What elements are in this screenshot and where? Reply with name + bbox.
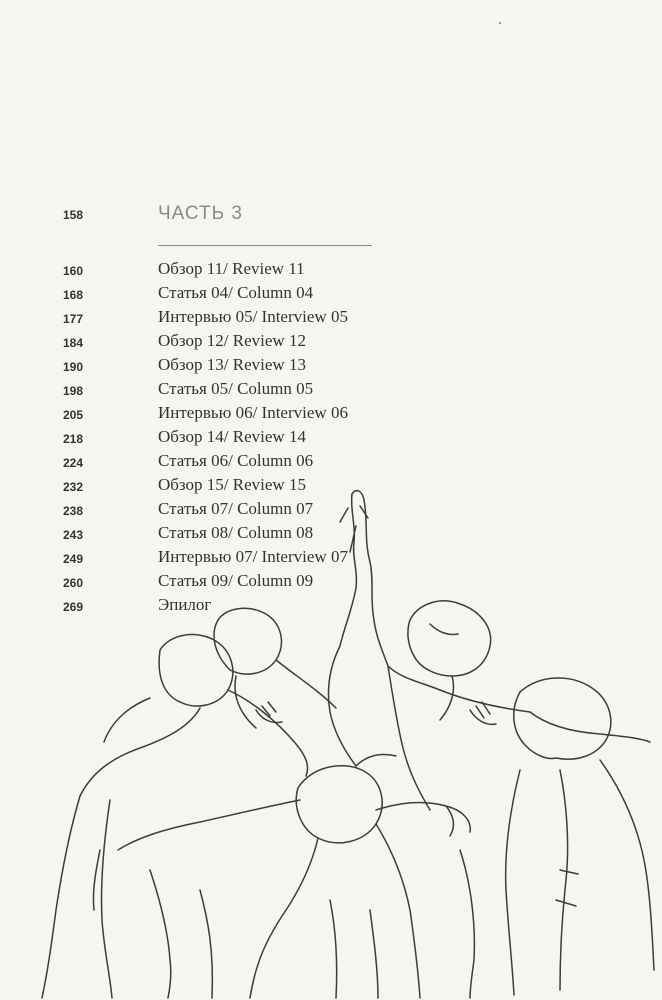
toc-entry[interactable] [0, 474, 662, 498]
toc-entry[interactable] [0, 450, 662, 474]
toc-page-number: 184 [63, 336, 84, 350]
toc-entry[interactable] [0, 498, 662, 522]
toc-page-number: 218 [63, 432, 84, 446]
toc-page-number: 205 [63, 408, 84, 422]
toc-page-number: 160 [63, 264, 84, 278]
toc-entry[interactable] [0, 570, 662, 594]
toc-entry-title: Статья 05/ Column 05 [158, 379, 314, 398]
toc-entry-title: Интервью 06/ Interview 06 [158, 403, 348, 422]
toc-page-number: 190 [63, 360, 84, 374]
toc-entry[interactable] [0, 330, 662, 354]
toc-page-number: 198 [63, 384, 84, 398]
toc-page-number: 168 [63, 288, 84, 302]
toc-entry[interactable] [0, 354, 662, 378]
part-heading-row [0, 203, 662, 231]
toc-page-number: 269 [63, 600, 84, 614]
toc-entry-title: Статья 09/ Column 09 [158, 571, 314, 590]
toc-page-number: 249 [63, 552, 84, 566]
toc-entry[interactable] [0, 258, 662, 282]
toc-entry-title: Статья 06/ Column 06 [158, 451, 314, 470]
toc-entry-title: Статья 07/ Column 07 [158, 499, 314, 518]
toc-entry-title: Обзор 15/ Review 15 [158, 475, 306, 494]
toc-page-number: 260 [63, 576, 84, 590]
toc-entry[interactable] [0, 282, 662, 306]
toc-entry-title: Эпилог [158, 595, 212, 614]
toc-entry[interactable] [0, 402, 662, 426]
toc-page-number: 232 [63, 480, 84, 494]
toc-entry-title: Обзор 14/ Review 14 [158, 427, 306, 446]
toc-entry[interactable] [0, 378, 662, 402]
toc-entry-title: Статья 04/ Column 04 [158, 283, 314, 302]
toc-page-number: 243 [63, 528, 84, 542]
toc-entry[interactable] [0, 594, 662, 618]
toc-entry-title: Интервью 07/ Interview 07 [158, 547, 348, 566]
toc-page-number: 238 [63, 504, 84, 518]
table-of-contents [0, 258, 662, 618]
toc-entry[interactable] [0, 522, 662, 546]
toc-entry-title: Обзор 12/ Review 12 [158, 331, 306, 350]
toc-entry-title: Статья 08/ Column 08 [158, 523, 314, 542]
part-page-number: 158 [63, 208, 84, 222]
toc-entry-title: Обзор 11/ Review 11 [158, 259, 305, 278]
heading-divider [158, 245, 372, 246]
toc-entry-title: Обзор 13/ Review 13 [158, 355, 306, 374]
toc-entry[interactable] [0, 306, 662, 330]
paper-speck [499, 22, 501, 24]
part-title: ЧАСТЬ 3 [158, 203, 243, 224]
toc-entry[interactable] [0, 546, 662, 570]
toc-entry-title: Интервью 05/ Interview 05 [158, 307, 348, 326]
toc-entry[interactable] [0, 426, 662, 450]
toc-page-number: 177 [63, 312, 84, 326]
toc-page-number: 224 [63, 456, 84, 470]
